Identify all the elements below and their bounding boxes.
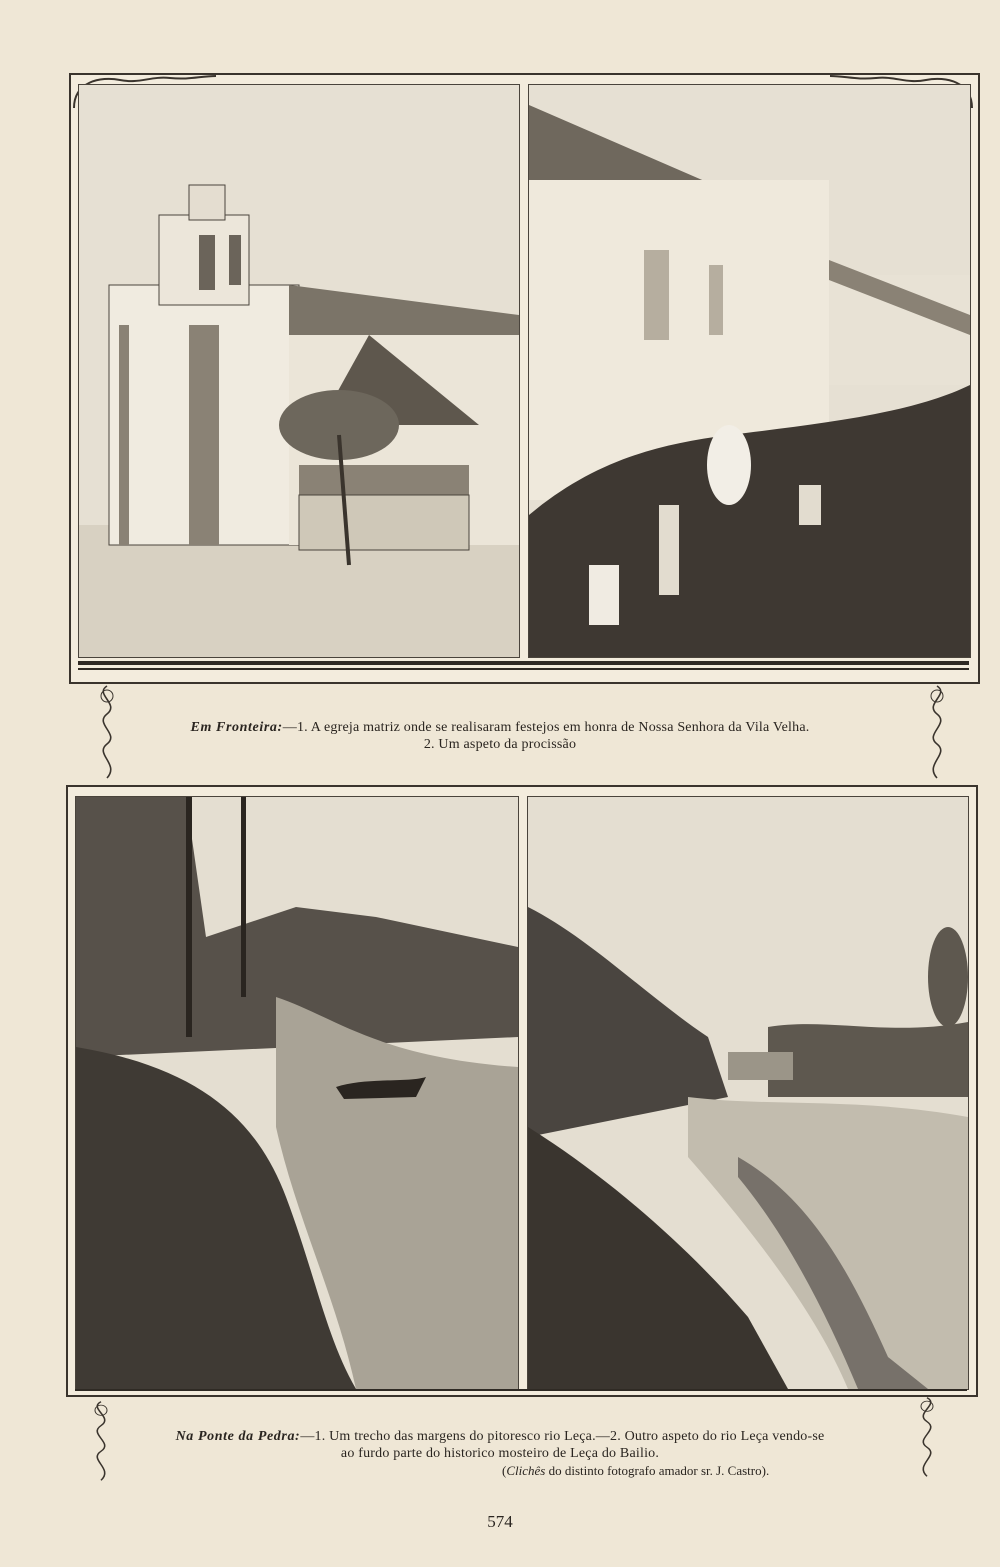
credit-rest: do distinto fotografo amador sr. J. Castro). — [545, 1463, 770, 1478]
top-caption-line1: —1. A egreja matriz onde se realisaram festejos em honra de Nossa Senhora da Vila Velha. — [282, 720, 810, 735]
page-number: 574 — [487, 1512, 513, 1531]
bottom-caption-line2: ao furdo parte do historico mosteiro de Leça do Bailio. — [340, 1446, 660, 1461]
photo-credit — [502, 1463, 769, 1479]
top-caption — [0, 719, 1000, 753]
bottom-panel-rule — [75, 1389, 967, 1391]
procession-photo — [528, 84, 971, 658]
top-caption-line2: 2. Um aspeto da procissão — [423, 737, 577, 752]
top-panel-rule-thin — [78, 668, 969, 670]
church-photo — [78, 84, 520, 658]
top-caption-lead: Em Fronteira: — [190, 720, 283, 735]
credit-open: ( — [502, 1463, 507, 1478]
bottom-caption — [0, 1428, 1000, 1462]
bottom-caption-lead: Na Ponte da Pedra: — [175, 1429, 301, 1444]
credit-italic: Clichês — [506, 1463, 546, 1478]
bottom-caption-line1: —1. Um trecho das margens do pitoresco rio Leça.—2. Outro aspeto do rio Leça vendo-se — [300, 1429, 825, 1444]
river-bridge-photo — [527, 796, 969, 1390]
river-boat-photo — [75, 796, 519, 1390]
top-panel-rule — [78, 661, 969, 665]
